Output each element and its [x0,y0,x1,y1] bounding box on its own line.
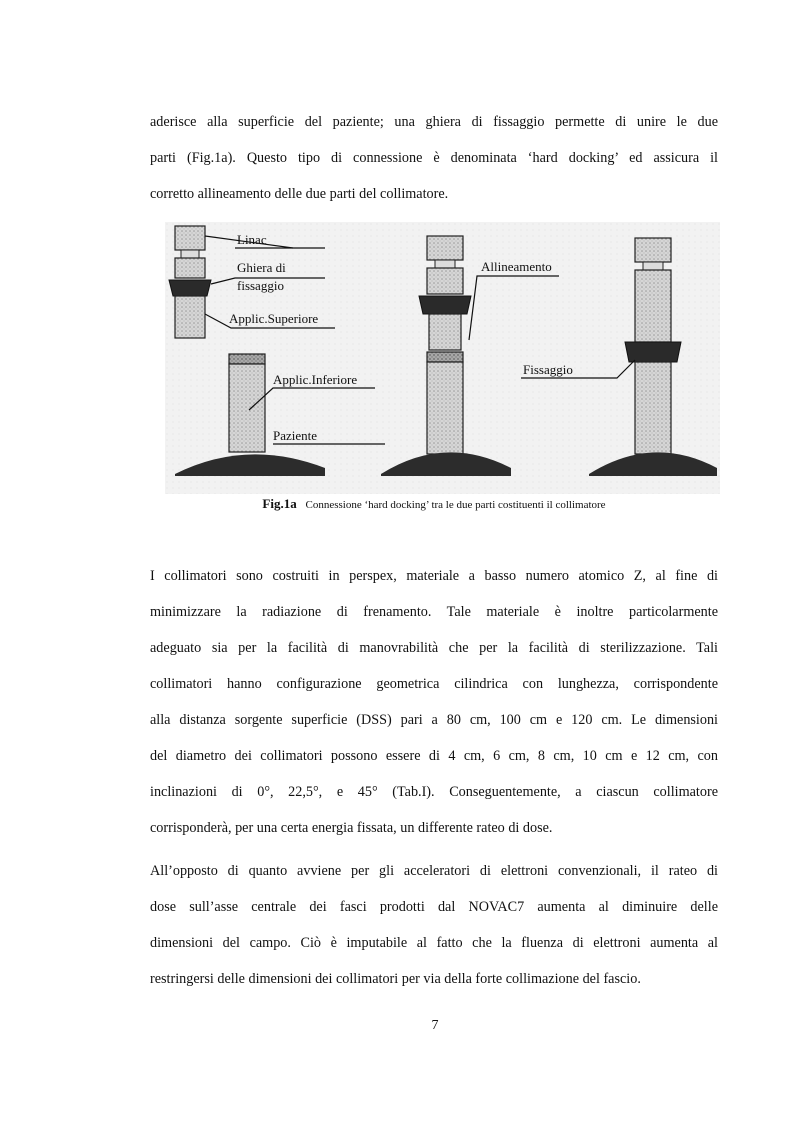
lower-applicator [229,364,265,452]
lower-applicator [635,362,671,454]
fixing-ring [419,296,471,314]
label-linac: Linac [237,232,267,247]
lower-applicator [427,362,463,454]
linac-block [175,226,205,250]
text-line: alla distanza sorgente superficie (DSS) pari a 80 cm, 100 cm e 120 cm. Le dimensioni [150,712,718,728]
fixing-ring [169,280,211,296]
paragraph-1 [150,104,718,212]
lower-applicator-top [229,354,265,364]
fixing-ring [625,342,681,362]
text-line: minimizzare la radiazione di frenamento. Tale materiale è inoltre particolarmente [150,604,718,620]
linac-neck [435,260,455,268]
text-line: corretto allineamento delle due parti del collimatore. [150,186,449,202]
label-ghiera: Ghiera di [237,260,286,275]
linac-block [635,238,671,262]
page-number: 7 [431,1018,439,1033]
hard-docking-diagram [165,222,720,494]
label-applic-inferiore: Applic.Inferiore [273,372,358,387]
label-applic-superiore: Applic.Superiore [229,311,319,326]
text-line: corrisponderà, per una certa energia fissata, un differente rateo di dose. [150,820,553,836]
label-paziente: Paziente [273,428,318,443]
text-line: dose sull’asse centrale dei fasci prodotti dal NOVAC7 aumenta al diminuire delle [150,899,718,915]
paragraph-3 [150,853,718,997]
text-line: dimensioni del campo. Ciò è imputabile al fatto che la fluenza di elettroni aumenta al [150,935,718,951]
upper-connector [427,268,463,294]
text-line: I collimatori sono costruiti in perspex, materiale a basso numero atomico Z, al fine di [150,568,718,584]
text-line: collimatori hanno configurazione geometrica cilindrica con lunghezza, corrispondente [150,676,718,692]
figure-caption [150,495,718,514]
text-line: del diametro dei collimatori possono essere di 4 cm, 6 cm, 8 cm, 10 cm e 12 cm, con [150,748,718,764]
caption-text: Connessione ‘hard docking’ tra le due parti costituenti il collimatore [305,499,606,511]
text-line: All’opposto di quanto avviene per gli acceleratori di elettroni convenzionali, il rateo di [150,863,718,879]
lower-applicator-top [427,352,463,362]
text-line: aderisce alla superficie del paziente; una ghiera di fissaggio permette di unire le due [150,114,718,130]
upper-applicator [635,270,671,342]
text-line: parti (Fig.1a). Questo tipo di connessione è denominata ‘hard docking’ ed assicura il [150,150,718,166]
linac-neck [643,262,663,270]
upper-connector [175,258,205,278]
linac-block [427,236,463,260]
upper-applicator [175,296,205,338]
label-allineamento: Allineamento [481,259,552,274]
linac-neck [181,250,199,258]
caption-label: Fig.1a [262,496,297,511]
upper-applicator [429,314,461,350]
label-fissaggio-right: Fissaggio [523,362,573,377]
figure-1a [165,222,720,494]
text-line: adeguato sia per la facilità di manovrabilità che per la facilità di sterilizzazione. Tali [150,640,718,656]
text-line: inclinazioni di 0°, 22,5°, e 45° (Tab.I). Conseguentemente, a ciascun collimatore [150,784,718,800]
text-line: restringersi delle dimensioni dei collimatori per via della forte collimazione del fascio. [150,971,641,987]
label-fissaggio: fissaggio [237,278,284,293]
paragraph-2 [150,558,718,846]
